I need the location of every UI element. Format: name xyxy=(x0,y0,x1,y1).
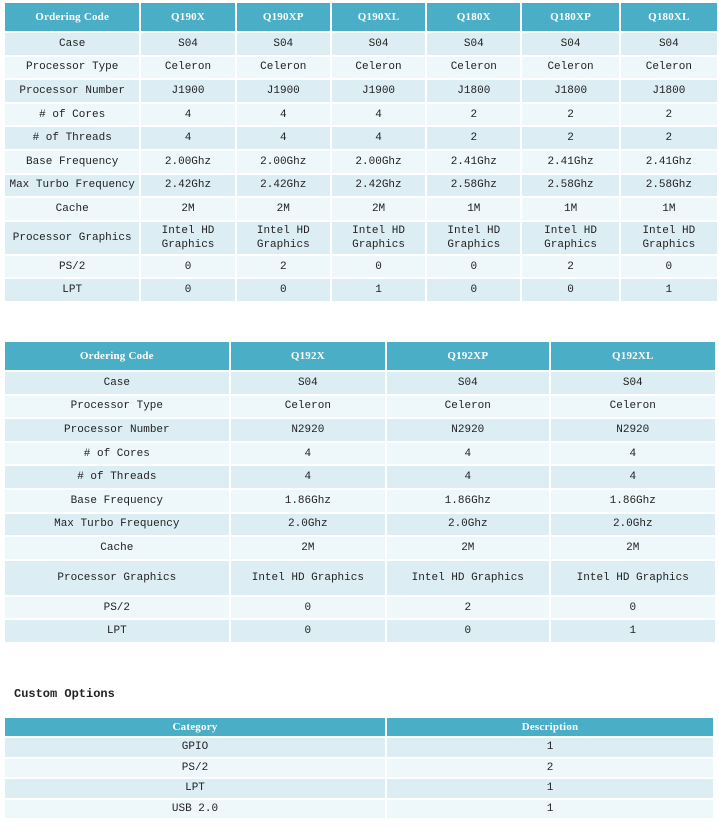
value-cell: 2.58Ghz xyxy=(427,175,520,197)
value-cell: 2.41Ghz xyxy=(427,151,520,173)
value-cell: 2 xyxy=(621,127,717,149)
value-cell: J1900 xyxy=(237,80,330,102)
table-row xyxy=(5,597,715,619)
value-cell: S04 xyxy=(551,372,715,394)
value-cell: Celeron xyxy=(427,57,520,79)
table-row xyxy=(5,372,715,394)
value-cell: 4 xyxy=(231,443,385,465)
row-label-cell: # of Threads xyxy=(5,127,139,149)
table-header-row xyxy=(5,342,715,370)
table-row xyxy=(5,198,717,220)
ordering-table-q190-q180 xyxy=(3,1,719,303)
value-cell: 0 xyxy=(427,279,520,301)
value-cell: 4 xyxy=(387,443,548,465)
value-cell: S04 xyxy=(427,33,520,55)
value-cell: 1.86Ghz xyxy=(387,490,548,512)
value-cell: 2 xyxy=(621,104,717,126)
table-row xyxy=(5,620,715,642)
table-row xyxy=(5,80,717,102)
value-cell: Intel HD Graphics xyxy=(141,222,234,254)
row-label-cell: PS/2 xyxy=(5,759,385,778)
table-row xyxy=(5,800,713,819)
table-row xyxy=(5,490,715,512)
row-label-cell: Case xyxy=(5,372,229,394)
table-row xyxy=(5,759,713,778)
value-cell: 4 xyxy=(231,466,385,488)
value-cell: 2M xyxy=(141,198,234,220)
value-cell: 0 xyxy=(231,620,385,642)
value-cell: 2.00Ghz xyxy=(332,151,425,173)
value-cell: Celeron xyxy=(522,57,618,79)
row-label-cell: Processor Number xyxy=(5,80,139,102)
value-cell: 2 xyxy=(387,597,548,619)
custom-options-table xyxy=(3,716,715,820)
value-cell: S04 xyxy=(231,372,385,394)
header-cell: Q192XP xyxy=(387,342,548,370)
value-cell: 0 xyxy=(387,620,548,642)
value-cell: 4 xyxy=(551,466,715,488)
table-row xyxy=(5,738,713,757)
value-cell: 2 xyxy=(427,104,520,126)
value-cell: 2.41Ghz xyxy=(621,151,717,173)
header-cell: Q190XL xyxy=(332,3,425,31)
value-cell: S04 xyxy=(141,33,234,55)
value-cell: 2.00Ghz xyxy=(141,151,234,173)
value-cell: 1.86Ghz xyxy=(551,490,715,512)
value-cell: 0 xyxy=(522,279,618,301)
table-row xyxy=(5,57,717,79)
header-cell: Q180XP xyxy=(522,3,618,31)
value-cell: 2 xyxy=(522,127,618,149)
custom-options-title: Custom Options xyxy=(14,687,115,701)
row-label-cell: Cache xyxy=(5,198,139,220)
value-cell: 2.0Ghz xyxy=(551,514,715,536)
value-cell: S04 xyxy=(621,33,717,55)
value-cell: 0 xyxy=(427,256,520,278)
value-cell: Intel HD Graphics xyxy=(522,222,618,254)
value-cell: 0 xyxy=(237,279,330,301)
value-cell: 2.0Ghz xyxy=(231,514,385,536)
value-cell: 1M xyxy=(621,198,717,220)
header-cell: Ordering Code xyxy=(5,342,229,370)
value-cell: 4 xyxy=(551,443,715,465)
value-cell: Celeron xyxy=(141,57,234,79)
value-cell: 2.58Ghz xyxy=(621,175,717,197)
value-cell: 2M xyxy=(387,537,548,559)
table-row xyxy=(5,127,717,149)
row-label-cell: Base Frequency xyxy=(5,151,139,173)
value-cell: 0 xyxy=(332,256,425,278)
header-cell: Q190XP xyxy=(237,3,330,31)
value-cell: 0 xyxy=(621,256,717,278)
row-label-cell: # of Cores xyxy=(5,443,229,465)
value-cell: 1 xyxy=(387,738,713,757)
value-cell: 2 xyxy=(522,256,618,278)
value-cell: 4 xyxy=(237,127,330,149)
row-label-cell: Processor Number xyxy=(5,419,229,441)
value-cell: Intel HD Graphics xyxy=(621,222,717,254)
value-cell: 2 xyxy=(387,759,713,778)
value-cell: Intel HD Graphics xyxy=(387,561,548,595)
table-row xyxy=(5,561,715,595)
value-cell: Intel HD Graphics xyxy=(332,222,425,254)
table-row xyxy=(5,537,715,559)
table-row xyxy=(5,151,717,173)
row-label-cell: # of Cores xyxy=(5,104,139,126)
value-cell: 4 xyxy=(141,127,234,149)
table-row xyxy=(5,514,715,536)
table-row xyxy=(5,779,713,798)
ordering-table-q192 xyxy=(3,340,717,644)
value-cell: 2 xyxy=(237,256,330,278)
value-cell: 1.86Ghz xyxy=(231,490,385,512)
row-label-cell: Case xyxy=(5,33,139,55)
value-cell: 2.42Ghz xyxy=(141,175,234,197)
header-cell: Ordering Code xyxy=(5,3,139,31)
table-row xyxy=(5,256,717,278)
value-cell: Celeron xyxy=(387,396,548,418)
value-cell: Celeron xyxy=(237,57,330,79)
value-cell: 2.42Ghz xyxy=(237,175,330,197)
value-cell: Intel HD Graphics xyxy=(427,222,520,254)
row-label-cell: Processor Graphics xyxy=(5,222,139,254)
value-cell: J1800 xyxy=(621,80,717,102)
value-cell: 0 xyxy=(141,256,234,278)
value-cell: Celeron xyxy=(332,57,425,79)
value-cell: 0 xyxy=(141,279,234,301)
row-label-cell: Processor Type xyxy=(5,396,229,418)
table-header-row xyxy=(5,718,713,736)
value-cell: 2.00Ghz xyxy=(237,151,330,173)
header-cell: Q180X xyxy=(427,3,520,31)
table-row xyxy=(5,279,717,301)
value-cell: 2.0Ghz xyxy=(387,514,548,536)
value-cell: J1900 xyxy=(141,80,234,102)
value-cell: 2M xyxy=(231,537,385,559)
row-label-cell: USB 2.0 xyxy=(5,800,385,819)
header-cell: Category xyxy=(5,718,385,736)
row-label-cell: # of Threads xyxy=(5,466,229,488)
value-cell: 2.58Ghz xyxy=(522,175,618,197)
row-label-cell: LPT xyxy=(5,279,139,301)
value-cell: 0 xyxy=(551,597,715,619)
value-cell: 1M xyxy=(522,198,618,220)
row-label-cell: GPIO xyxy=(5,738,385,757)
table-row xyxy=(5,222,717,254)
value-cell: 1 xyxy=(332,279,425,301)
row-label-cell: PS/2 xyxy=(5,597,229,619)
value-cell: 1 xyxy=(551,620,715,642)
value-cell: 0 xyxy=(231,597,385,619)
value-cell: J1800 xyxy=(522,80,618,102)
value-cell: Celeron xyxy=(231,396,385,418)
value-cell: 2.42Ghz xyxy=(332,175,425,197)
value-cell: Intel HD Graphics xyxy=(231,561,385,595)
value-cell: 4 xyxy=(237,104,330,126)
row-label-cell: Base Frequency xyxy=(5,490,229,512)
value-cell: 2.41Ghz xyxy=(522,151,618,173)
value-cell: 1 xyxy=(387,800,713,819)
table-row xyxy=(5,419,715,441)
header-cell: Q190X xyxy=(141,3,234,31)
row-label-cell: Cache xyxy=(5,537,229,559)
header-cell: Description xyxy=(387,718,713,736)
value-cell: 4 xyxy=(387,466,548,488)
row-label-cell: Max Turbo Frequency xyxy=(5,175,139,197)
value-cell: S04 xyxy=(522,33,618,55)
table-row xyxy=(5,466,715,488)
header-cell: Q192XL xyxy=(551,342,715,370)
table-row xyxy=(5,396,715,418)
row-label-cell: LPT xyxy=(5,779,385,798)
row-label-cell: LPT xyxy=(5,620,229,642)
value-cell: 2M xyxy=(332,198,425,220)
value-cell: N2920 xyxy=(387,419,548,441)
value-cell: Celeron xyxy=(551,396,715,418)
table-row xyxy=(5,104,717,126)
value-cell: S04 xyxy=(237,33,330,55)
value-cell: 4 xyxy=(141,104,234,126)
table-row xyxy=(5,33,717,55)
row-label-cell: Max Turbo Frequency xyxy=(5,514,229,536)
value-cell: N2920 xyxy=(551,419,715,441)
value-cell: 1M xyxy=(427,198,520,220)
row-label-cell: PS/2 xyxy=(5,256,139,278)
value-cell: S04 xyxy=(387,372,548,394)
value-cell: 2 xyxy=(522,104,618,126)
value-cell: 2 xyxy=(427,127,520,149)
header-cell: Q192X xyxy=(231,342,385,370)
value-cell: N2920 xyxy=(231,419,385,441)
row-label-cell: Processor Type xyxy=(5,57,139,79)
row-label-cell: Processor Graphics xyxy=(5,561,229,595)
value-cell: 2M xyxy=(551,537,715,559)
value-cell: J1900 xyxy=(332,80,425,102)
value-cell: J1800 xyxy=(427,80,520,102)
value-cell: 1 xyxy=(621,279,717,301)
value-cell: 4 xyxy=(332,127,425,149)
value-cell: Intel HD Graphics xyxy=(237,222,330,254)
value-cell: Celeron xyxy=(621,57,717,79)
value-cell: 2M xyxy=(237,198,330,220)
table-row xyxy=(5,175,717,197)
value-cell: Intel HD Graphics xyxy=(551,561,715,595)
header-cell: Q180XL xyxy=(621,3,717,31)
table-header-row xyxy=(5,3,717,31)
table-row xyxy=(5,443,715,465)
value-cell: S04 xyxy=(332,33,425,55)
value-cell: 1 xyxy=(387,779,713,798)
value-cell: 4 xyxy=(332,104,425,126)
